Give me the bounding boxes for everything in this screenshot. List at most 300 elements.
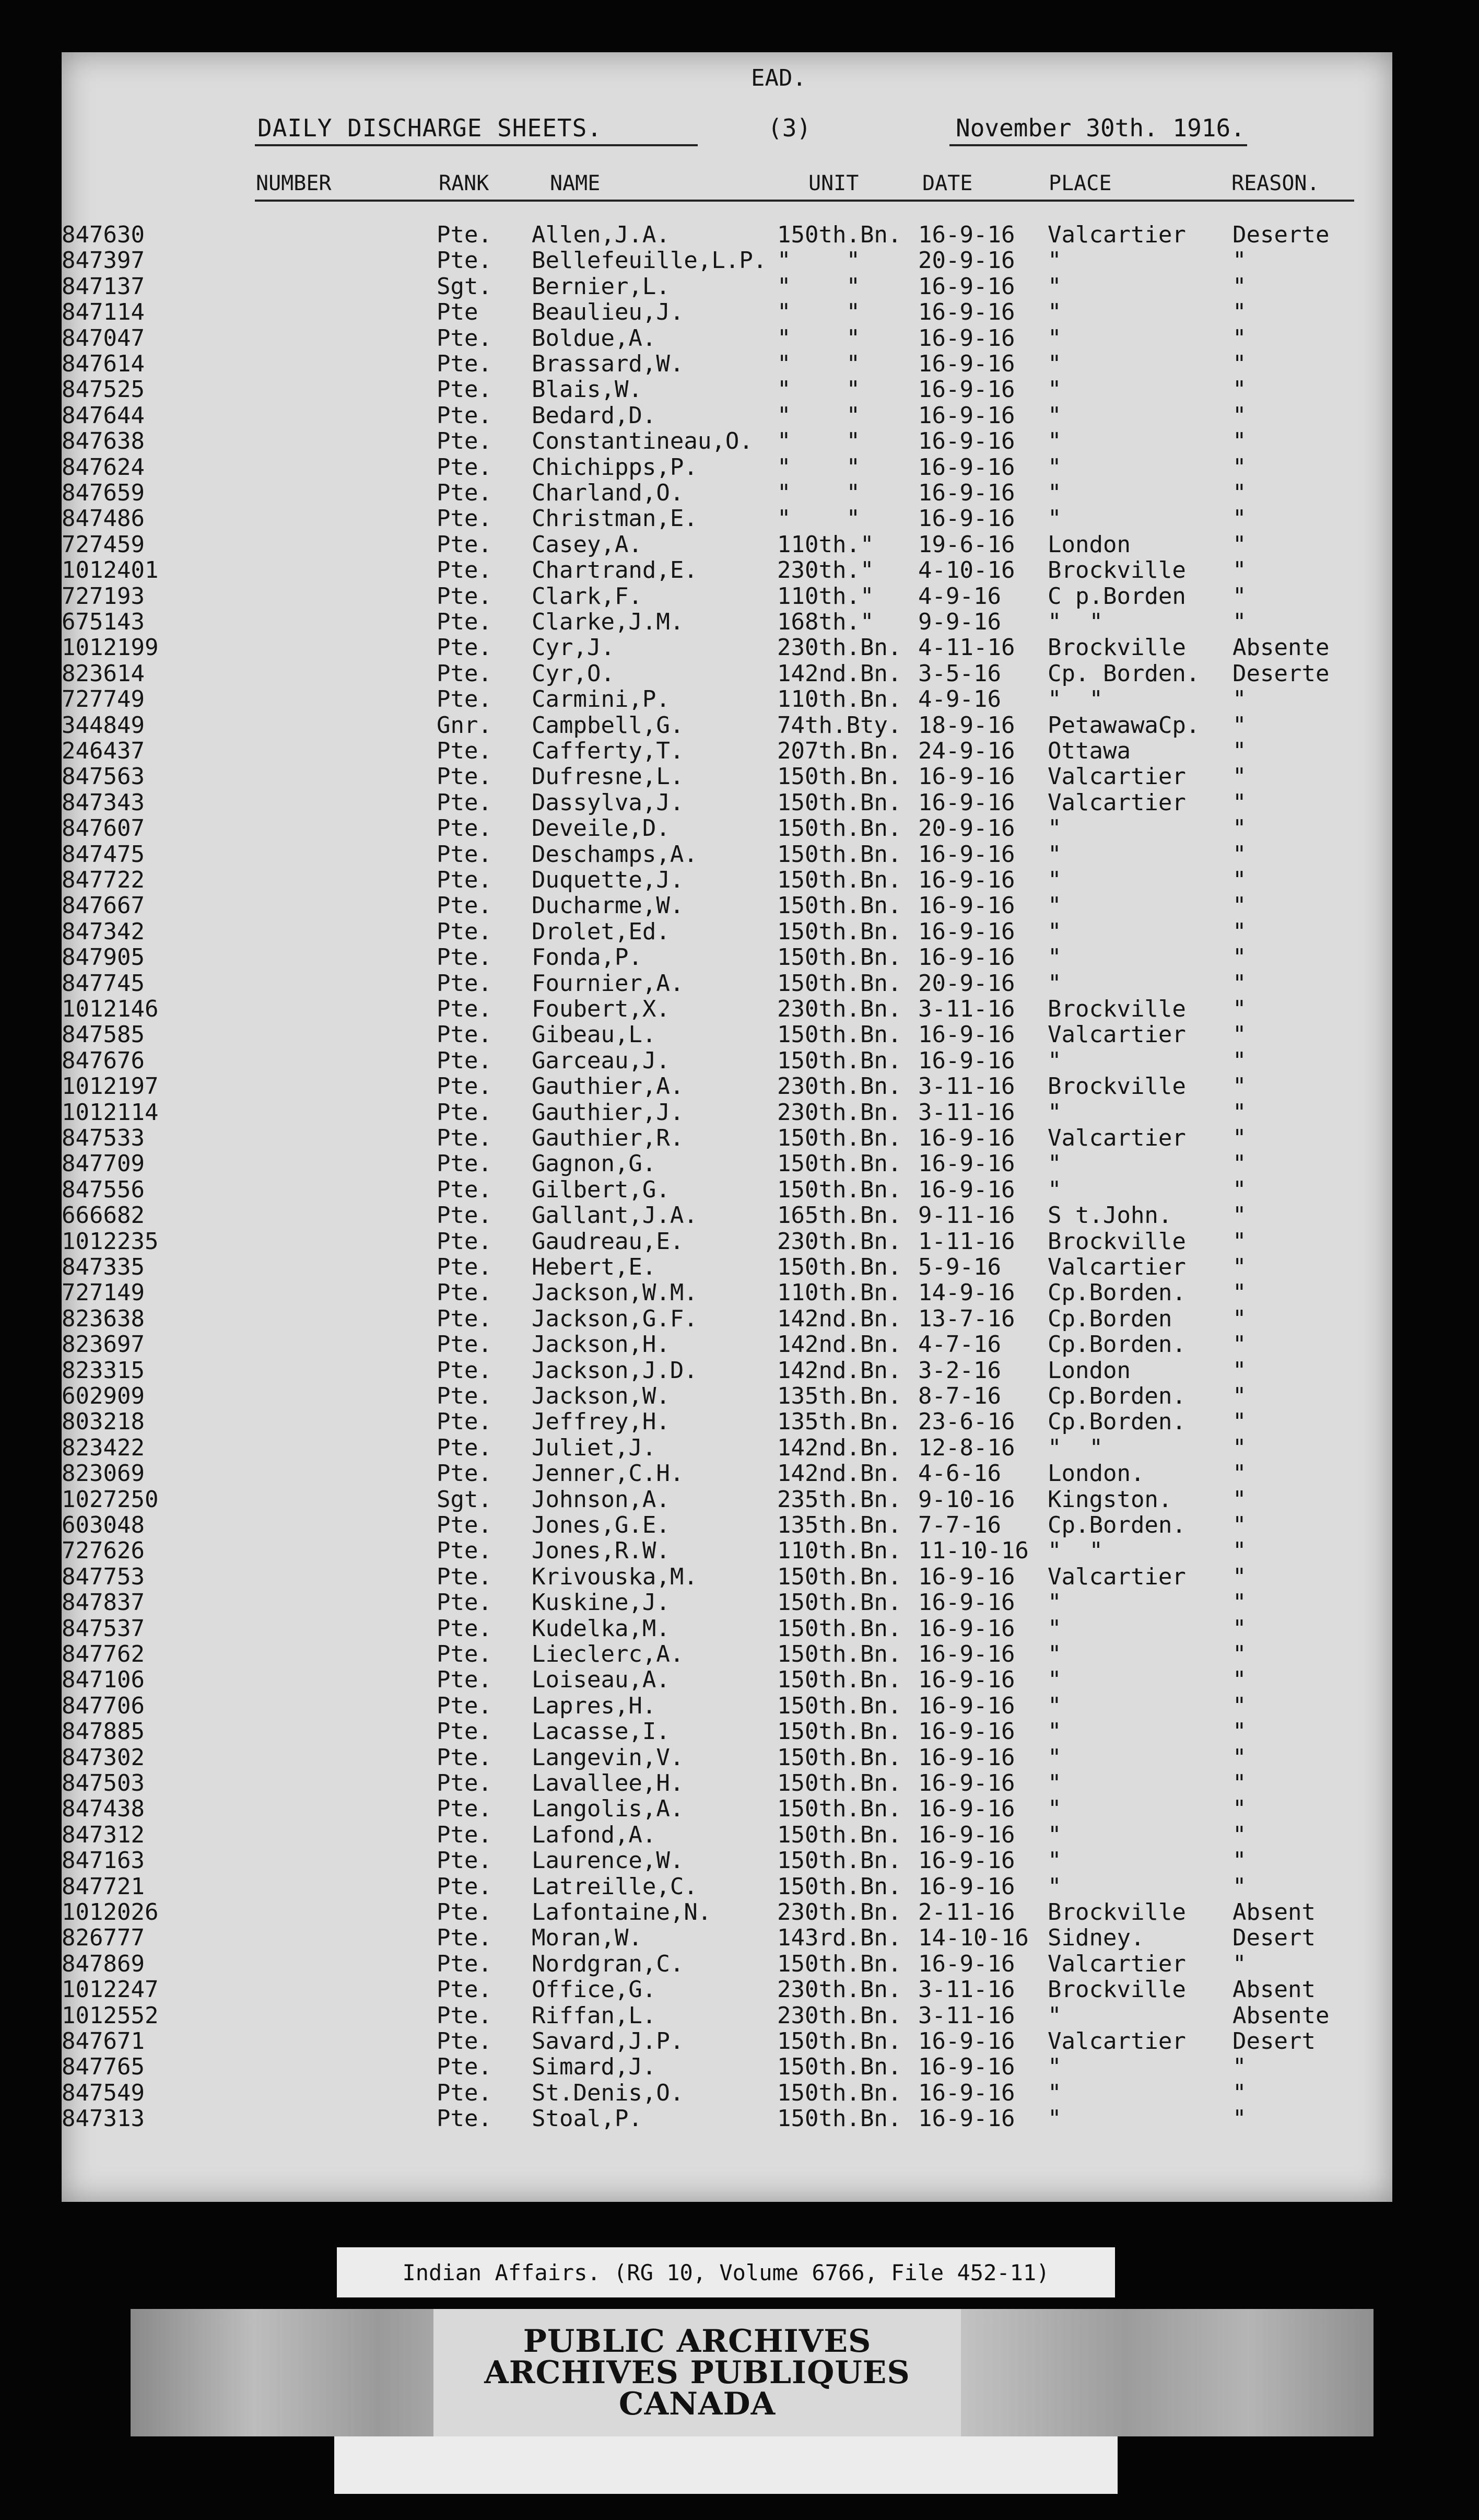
cell-reason: Deserte — [1232, 221, 1330, 248]
cell-rank: Pte. — [437, 453, 492, 481]
cell-place: " — [1048, 1176, 1062, 1203]
cell-date: 20-9-16 — [918, 247, 1015, 274]
cell-number: 847137 — [62, 273, 145, 300]
table-row — [62, 869, 1392, 894]
cell-unit: 150th.Bn. — [777, 2105, 902, 2132]
cell-name: Duquette,J. — [532, 867, 684, 893]
cell-place: Cp.Borden. — [1048, 1408, 1186, 1436]
cell-name: Lieclerc,A. — [532, 1641, 684, 1667]
cell-reason: " — [1232, 531, 1247, 558]
cell-name: Lavallee,H. — [532, 1770, 684, 1796]
cell-unit: 142nd.Bn. — [777, 660, 902, 687]
cell-date: 16-9-16 — [918, 453, 1015, 481]
cell-date: 16-9-16 — [918, 1021, 1015, 1048]
cell-reason: " — [1232, 1563, 1247, 1590]
cell-date: 4-6-16 — [918, 1460, 1001, 1487]
cell-number: 847762 — [62, 1641, 145, 1667]
cell-reason: " — [1232, 1821, 1247, 1848]
cell-date: 16-9-16 — [918, 1641, 1015, 1667]
cell-date: 13-7-16 — [918, 1305, 1015, 1332]
cell-name: Deveile,D. — [532, 815, 670, 842]
cell-reason: " — [1232, 1537, 1247, 1565]
cell-unit: 150th.Bn. — [777, 2028, 902, 2055]
cell-place: " — [1048, 970, 1062, 997]
cell-unit: 150th.Bn. — [777, 221, 902, 248]
cell-place: " — [1048, 2105, 1062, 2132]
cell-name: Gauthier,A. — [532, 1073, 684, 1100]
cell-place: PetawawaCp. — [1048, 711, 1200, 739]
cell-rank: Pte. — [437, 2028, 492, 2055]
cell-number: 847607 — [62, 815, 145, 842]
cell-reason: " — [1232, 428, 1247, 455]
cell-place: Valcartier — [1048, 1021, 1186, 1048]
cell-unit: 230th.Bn. — [777, 1976, 902, 2003]
table-row — [62, 1176, 1392, 1204]
sheet-number: (3) — [768, 114, 812, 142]
cell-number: 847114 — [62, 299, 145, 326]
cell-rank: Pte. — [437, 428, 492, 455]
cell-rank: Pte. — [437, 1795, 492, 1823]
cell-number: 1012026 — [62, 1899, 159, 1926]
cell-rank: Pte. — [437, 505, 492, 532]
cell-rank: Pte. — [437, 1434, 492, 1461]
cell-name: Langolis,A. — [532, 1795, 684, 1823]
cell-number: 823069 — [62, 1460, 145, 1487]
cell-number: 1012247 — [62, 1976, 159, 2003]
table-row — [62, 1617, 1392, 1643]
table-row — [62, 636, 1392, 662]
cell-number: 1012199 — [62, 634, 159, 661]
cell-rank: Pte. — [437, 1305, 492, 1332]
cell-date: 4-7-16 — [918, 1331, 1001, 1358]
cell-name: Campbell,G. — [532, 711, 684, 739]
cell-reason: " — [1232, 867, 1247, 893]
cell-reason: " — [1232, 789, 1247, 816]
cell-date: 24-9-16 — [918, 738, 1015, 764]
cell-place: " — [1048, 1692, 1062, 1719]
cell-date: 16-9-16 — [918, 273, 1015, 300]
cell-reason: " — [1232, 2054, 1247, 2081]
cell-reason: " — [1232, 1176, 1247, 1203]
table-row — [62, 1849, 1392, 1875]
cell-place: " — [1048, 1873, 1062, 1900]
cell-reason: " — [1232, 763, 1247, 790]
cell-unit: 150th.Bn. — [777, 841, 902, 868]
cell-place: " — [1048, 892, 1062, 919]
cell-date: 4-9-16 — [918, 686, 1001, 713]
cell-name: Chartrand,E. — [532, 557, 698, 584]
cell-unit: 150th.Bn. — [777, 1589, 902, 1616]
cell-number: 1027250 — [62, 1486, 159, 1513]
cell-unit: 74th.Bty. — [777, 711, 902, 739]
cell-unit: 142nd.Bn. — [777, 1434, 902, 1461]
cell-reason: " — [1232, 376, 1247, 403]
cell-name: Casey,A. — [532, 531, 642, 558]
cell-reason: " — [1232, 1847, 1247, 1874]
cell-place: Cp.Borden. — [1048, 1331, 1186, 1358]
cell-rank: Pte. — [437, 557, 492, 584]
table-row — [62, 533, 1392, 559]
cell-name: St.Denis,O. — [532, 2079, 684, 2106]
table-row — [62, 249, 1392, 275]
cell-date: 16-9-16 — [918, 1950, 1015, 1977]
cell-reason: " — [1232, 1073, 1247, 1100]
cell-reason: " — [1232, 1589, 1247, 1616]
cell-unit: 230th.Bn. — [777, 1073, 902, 1100]
cell-date: 16-9-16 — [918, 1589, 1015, 1616]
cell-name: Beaulieu,J. — [532, 299, 684, 326]
cell-rank: Pte. — [437, 1279, 492, 1306]
cell-place: Cp.Borden. — [1048, 1279, 1186, 1306]
cell-unit: 207th.Bn. — [777, 738, 902, 764]
cell-place: " — [1048, 480, 1062, 506]
cell-unit: 150th.Bn. — [777, 763, 902, 790]
cell-name: Latreille,C. — [532, 1873, 698, 1900]
table-row — [62, 430, 1392, 456]
cell-reason: " — [1232, 1873, 1247, 1900]
cell-name: Deschamps,A. — [532, 841, 698, 868]
cell-place: Sidney. — [1048, 1924, 1145, 1952]
cell-rank: Pte. — [437, 1537, 492, 1565]
cell-rank: Pte. — [437, 841, 492, 868]
cell-rank: Pte. — [437, 1357, 492, 1384]
cell-rank: Pte. — [437, 351, 492, 377]
cell-name: Riffan,L. — [532, 2002, 656, 2029]
cell-name: Lapres,H. — [532, 1692, 656, 1719]
cell-rank: Pte. — [437, 1847, 492, 1874]
cell-date: 16-9-16 — [918, 2105, 1015, 2132]
table-row — [62, 894, 1392, 920]
cell-number: 847585 — [62, 1021, 145, 1048]
table-row — [62, 353, 1392, 378]
cell-date: 16-9-16 — [918, 944, 1015, 971]
cell-rank: Pte. — [437, 1099, 492, 1126]
cell-number: 344849 — [62, 711, 145, 739]
cell-number: 246437 — [62, 738, 145, 764]
table-row — [62, 1539, 1392, 1565]
cell-number: 847676 — [62, 1047, 145, 1074]
cell-number: 847106 — [62, 1666, 145, 1694]
table-row — [62, 1204, 1392, 1230]
cell-name: Gallant,J.A. — [532, 1202, 698, 1229]
cell-unit: 150th.Bn. — [777, 1021, 902, 1048]
cell-number: 847503 — [62, 1770, 145, 1796]
cell-reason: " — [1232, 815, 1247, 842]
cell-date: 16-9-16 — [918, 1692, 1015, 1719]
table-row — [62, 1978, 1392, 2004]
cell-number: 847312 — [62, 1821, 145, 1848]
cell-rank: Pte. — [437, 1976, 492, 2003]
cell-name: Dassylva,J. — [532, 789, 684, 816]
cell-date: 16-9-16 — [918, 1847, 1015, 1874]
cell-unit: 230th." — [777, 557, 874, 584]
table-row — [62, 1720, 1392, 1746]
cell-name: Office,G. — [532, 1976, 656, 2003]
cell-number: 847556 — [62, 1176, 145, 1203]
cell-name: Juliet,J. — [532, 1434, 656, 1461]
cell-number: 847706 — [62, 1692, 145, 1719]
cell-date: 16-9-16 — [918, 1718, 1015, 1745]
cell-date: 4-11-16 — [918, 634, 1015, 661]
cell-number: 1012401 — [62, 557, 159, 584]
cell-date: 16-9-16 — [918, 299, 1015, 326]
cell-date: 16-9-16 — [918, 1744, 1015, 1771]
cell-place: Valcartier — [1048, 1950, 1186, 1977]
cell-number: 847753 — [62, 1563, 145, 1590]
cell-date: 14-10-16 — [918, 1924, 1029, 1952]
cell-unit: " " — [777, 351, 860, 377]
column-header-place: PLACE — [1049, 171, 1112, 195]
cell-place: Cp.Borden. — [1048, 1383, 1186, 1409]
cell-rank: Pte. — [437, 221, 492, 248]
cell-place: " — [1048, 1589, 1062, 1616]
table-row — [62, 221, 1392, 249]
table-row — [62, 1692, 1392, 1720]
archive-stamp — [433, 2309, 961, 2436]
cell-name: Cafferty,T. — [532, 738, 684, 764]
cell-rank: Pte. — [437, 2054, 492, 2081]
cell-unit: 150th.Bn. — [777, 1666, 902, 1694]
cell-place: Cp.Borden. — [1048, 1512, 1186, 1538]
cell-unit: 230th.Bn. — [777, 996, 902, 1022]
cell-reason: " — [1232, 609, 1247, 635]
cell-rank: Pte. — [437, 918, 492, 945]
cell-rank: Pte. — [437, 2105, 492, 2132]
cell-place: London — [1048, 531, 1131, 558]
cell-name: Carmini,P. — [532, 686, 670, 713]
cell-reason: " — [1232, 841, 1247, 868]
cell-number: 847885 — [62, 1718, 145, 1745]
cell-date: 16-9-16 — [918, 1666, 1015, 1694]
cell-place: " — [1048, 273, 1062, 300]
cell-rank: Pte. — [437, 738, 492, 764]
cell-name: Cyr,J. — [532, 634, 615, 661]
cell-name: Kuskine,J. — [532, 1589, 670, 1616]
cell-place: Valcartier — [1048, 1254, 1186, 1280]
table-row — [62, 1462, 1392, 1488]
cell-unit: 230th.Bn. — [777, 1899, 902, 1926]
cell-number: 666682 — [62, 1202, 145, 1229]
cell-rank: Pte. — [437, 970, 492, 997]
cell-unit: " " — [777, 453, 860, 481]
cell-reason: " — [1232, 1615, 1247, 1642]
cell-reason: Absent — [1232, 1899, 1316, 1926]
cell-reason: " — [1232, 453, 1247, 481]
cell-name: Jones,R.W. — [532, 1537, 670, 1565]
cell-unit: " " — [777, 247, 860, 274]
table-row — [62, 1821, 1392, 1849]
cell-place: " — [1048, 841, 1062, 868]
cell-unit: 150th.Bn. — [777, 789, 902, 816]
cell-rank: Pte. — [437, 1460, 492, 1487]
cell-rank: Pte. — [437, 1150, 492, 1177]
cell-number: 847563 — [62, 763, 145, 790]
cell-number: 603048 — [62, 1512, 145, 1538]
cell-number: 803218 — [62, 1408, 145, 1436]
cell-rank: Pte. — [437, 892, 492, 919]
cell-name: Foubert,X. — [532, 996, 670, 1022]
cell-unit: 142nd.Bn. — [777, 1460, 902, 1487]
cell-reason: " — [1232, 686, 1247, 713]
cell-unit: 150th.Bn. — [777, 815, 902, 842]
cell-place: " — [1048, 1770, 1062, 1796]
cell-name: Stoal,P. — [532, 2105, 642, 2132]
cell-rank: Pte. — [437, 1641, 492, 1667]
table-row — [62, 1950, 1392, 1978]
cell-date: 3-2-16 — [918, 1357, 1001, 1384]
cell-name: Christman,E. — [532, 505, 698, 532]
cell-number: 1012146 — [62, 996, 159, 1022]
table-row — [62, 1359, 1392, 1385]
table-row — [62, 2079, 1392, 2107]
cell-reason: " — [1232, 1099, 1247, 1126]
cell-unit: 150th.Bn. — [777, 918, 902, 945]
cell-number: 727149 — [62, 1279, 145, 1306]
cell-unit: 150th.Bn. — [777, 2079, 902, 2106]
bottom-label-blank — [334, 2436, 1118, 2494]
cell-reason: " — [1232, 1408, 1247, 1436]
table-row — [62, 1049, 1392, 1075]
cell-place: " — [1048, 2054, 1062, 2081]
cell-name: Gibeau,L. — [532, 1021, 656, 1048]
cell-place: " — [1048, 1641, 1062, 1667]
cell-date: 16-9-16 — [918, 1821, 1015, 1848]
cell-rank: Pte. — [437, 1615, 492, 1642]
cell-rank: Pte. — [437, 1924, 492, 1952]
cell-name: Savard,J.P. — [532, 2028, 684, 2055]
table-row — [62, 301, 1392, 326]
cell-reason: " — [1232, 711, 1247, 739]
cell-number: 847313 — [62, 2105, 145, 2132]
cell-name: Allen,J.A. — [532, 221, 670, 248]
cell-unit: 150th.Bn. — [777, 1770, 902, 1796]
cell-name: Clark,F. — [532, 582, 642, 610]
table-row — [62, 275, 1392, 301]
cell-place: " — [1048, 247, 1062, 274]
column-header-reason: REASON. — [1231, 171, 1320, 195]
cell-date: 16-9-16 — [918, 1176, 1015, 1203]
cell-date: 7-7-16 — [918, 1512, 1001, 1538]
cell-place: " — [1048, 944, 1062, 971]
cell-number: 1012197 — [62, 1073, 159, 1100]
cell-place: " — [1048, 1150, 1062, 1177]
table-row — [62, 1410, 1392, 1436]
cell-unit: " " — [777, 505, 860, 532]
table-row — [62, 1385, 1392, 1410]
cell-rank: Pte. — [437, 402, 492, 429]
cell-name: Jackson,W. — [532, 1383, 670, 1409]
cell-rank: Pte. — [437, 1744, 492, 1771]
table-row — [62, 1075, 1392, 1101]
cell-reason: " — [1232, 582, 1247, 610]
cell-number: 847525 — [62, 376, 145, 403]
cell-unit: 235th.Bn. — [777, 1486, 902, 1513]
cell-number: 823614 — [62, 660, 145, 687]
column-header-number: NUMBER — [256, 171, 332, 195]
cell-rank: Pte. — [437, 1073, 492, 1100]
table-row — [62, 404, 1392, 430]
title-underline — [255, 144, 698, 146]
cell-rank: Pte. — [437, 480, 492, 506]
cell-date: 19-6-16 — [918, 531, 1015, 558]
cell-unit: " " — [777, 299, 860, 326]
cell-reason: " — [1232, 1795, 1247, 1823]
table-row — [62, 453, 1392, 482]
cell-date: 16-9-16 — [918, 1615, 1015, 1642]
cell-unit: 150th.Bn. — [777, 1125, 902, 1151]
cell-number: 847837 — [62, 1589, 145, 1616]
cell-date: 16-9-16 — [918, 2079, 1015, 2106]
cell-number: 847659 — [62, 480, 145, 506]
cell-place: " — [1048, 867, 1062, 893]
cell-rank: Pte. — [437, 1383, 492, 1409]
cell-date: 9-9-16 — [918, 609, 1001, 635]
cell-name: Constantineau,O. — [532, 428, 753, 455]
table-row — [62, 1256, 1392, 1281]
cell-reason: " — [1232, 1744, 1247, 1771]
cell-date: 16-9-16 — [918, 2054, 1015, 2081]
cell-number: 602909 — [62, 1383, 145, 1409]
cell-date: 3-11-16 — [918, 1073, 1015, 1100]
cell-name: Blais,W. — [532, 376, 642, 403]
cell-unit: " " — [777, 376, 860, 403]
cell-rank: Pte. — [437, 1718, 492, 1745]
cell-unit: 150th.Bn. — [777, 1873, 902, 1900]
table-row — [62, 1772, 1392, 1798]
cell-reason: " — [1232, 2079, 1247, 2106]
cell-place: Brockville — [1048, 1228, 1186, 1255]
cell-name: Bernier,L. — [532, 273, 670, 300]
cell-place: " — [1048, 1821, 1062, 1848]
cell-unit: " " — [777, 324, 860, 352]
cell-place: " — [1048, 1795, 1062, 1823]
cell-name: Nordgran,C. — [532, 1950, 684, 1977]
cell-date: 16-9-16 — [918, 789, 1015, 816]
cell-unit: 150th.Bn. — [777, 1821, 902, 1848]
column-header-unit: UNIT — [808, 171, 859, 195]
cell-place: Valcartier — [1048, 789, 1186, 816]
cell-reason: Absent — [1232, 1976, 1316, 2003]
cell-number: 847644 — [62, 402, 145, 429]
cell-rank: Pte. — [437, 609, 492, 635]
cell-reason: " — [1232, 1228, 1247, 1255]
cell-rank: Pte. — [437, 1512, 492, 1538]
cell-date: 16-9-16 — [918, 428, 1015, 455]
cell-place: " — [1048, 453, 1062, 481]
cell-number: 847533 — [62, 1125, 145, 1151]
cell-number: 823315 — [62, 1357, 145, 1384]
archive-reference-label: Indian Affairs. (RG 10, Volume 6766, File 452-11) — [337, 2247, 1115, 2297]
cell-unit: 150th.Bn. — [777, 1641, 902, 1667]
cell-number: 727626 — [62, 1537, 145, 1565]
cell-place: " — [1048, 1666, 1062, 1694]
cell-unit: 150th.Bn. — [777, 944, 902, 971]
cell-date: 16-9-16 — [918, 324, 1015, 352]
cell-name: Laurence,W. — [532, 1847, 684, 1874]
cell-date: 16-9-16 — [918, 376, 1015, 403]
discharge-sheet-page — [62, 52, 1392, 2202]
cell-place: " — [1048, 1615, 1062, 1642]
cell-unit: 150th.Bn. — [777, 892, 902, 919]
cell-unit: 142nd.Bn. — [777, 1357, 902, 1384]
cell-name: Chichipps,P. — [532, 453, 698, 481]
cell-date: 23-6-16 — [918, 1408, 1015, 1436]
cell-name: Cyr,O. — [532, 660, 615, 687]
cell-reason: " — [1232, 273, 1247, 300]
cell-rank: Pte. — [437, 1047, 492, 1074]
cell-unit: 150th.Bn. — [777, 2054, 902, 2081]
table-row — [62, 817, 1392, 843]
